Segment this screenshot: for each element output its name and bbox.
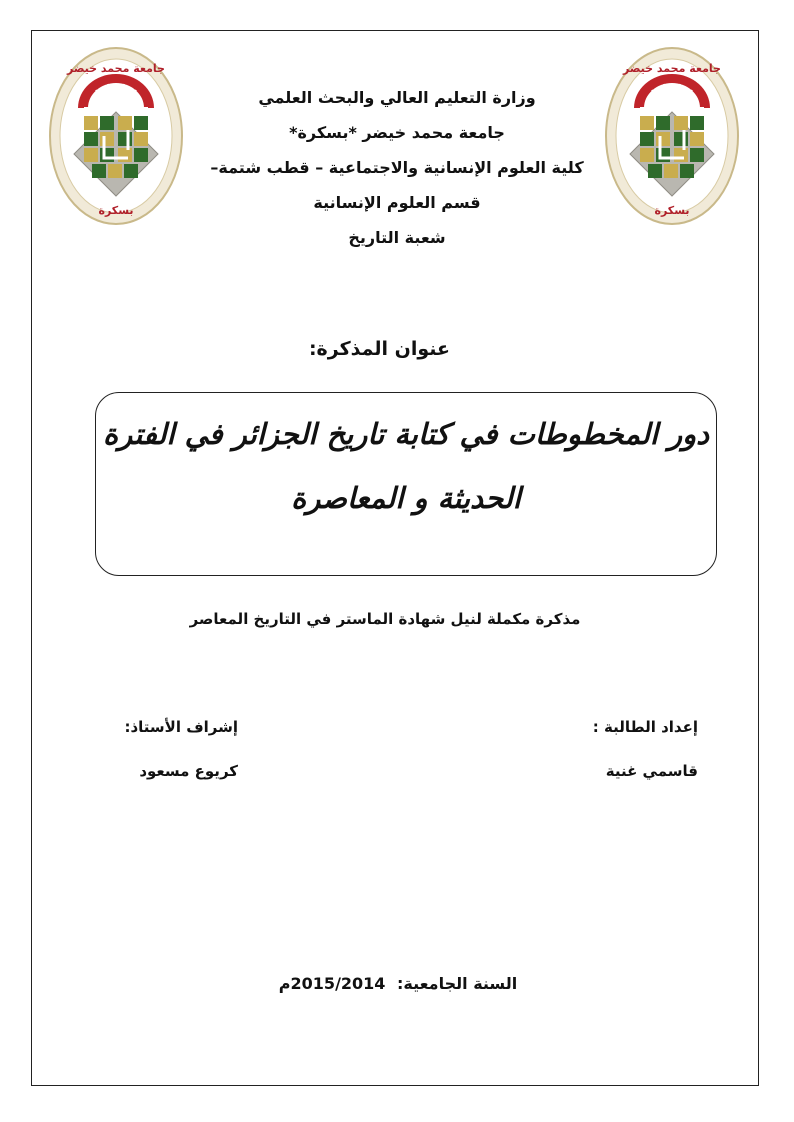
memo-title-line-2: الحديثة و المعاصرة — [291, 481, 521, 515]
university-emblem-icon — [604, 46, 740, 226]
university-logo-right — [604, 46, 740, 226]
university-emblem-icon — [48, 46, 184, 226]
faculty-line: كلية العلوم الإنسانية والاجتماعية – قطب شتمة– — [210, 158, 584, 177]
memo-heading: عنوان المذكرة: — [308, 338, 450, 360]
logo-top-text: جامعة محمد خيضر — [67, 62, 165, 75]
institution-header — [190, 80, 604, 255]
academic-year-label: السنة الجامعية: — [397, 974, 518, 993]
academic-year-value: 2015/2014م — [278, 974, 386, 993]
ministry-line: وزارة التعليم العالي والبحث العلمي — [258, 88, 536, 107]
logo-top-text: جامعة محمد خيضر — [623, 62, 721, 75]
student-name: قاسمي غنية — [605, 762, 698, 780]
supervisor-label: إشراف الأستاذ: — [124, 718, 238, 736]
university-logo-left — [48, 46, 184, 226]
logo-bottom-text: بسكرة — [98, 204, 134, 217]
title-box — [95, 392, 717, 576]
branch-line: شعبة التاريخ — [348, 228, 446, 247]
university-line: جامعة محمد خيضر *بسكرة* — [289, 123, 505, 142]
memo-title-line-1: دور المخطوطات في كتابة تاريخ الجزائر في الفترة — [103, 417, 709, 451]
student-label: إعداد الطالبة : — [592, 718, 698, 736]
logo-bottom-text: بسكرة — [654, 204, 690, 217]
supervisor-name: كريوع مسعود — [139, 762, 238, 780]
department-line: قسم العلوم الإنسانية — [313, 193, 481, 212]
academic-year — [200, 974, 596, 993]
degree-subtitle: مذكرة مكملة لنيل شهادة الماستر في التاريخ المعاصر — [189, 610, 581, 628]
